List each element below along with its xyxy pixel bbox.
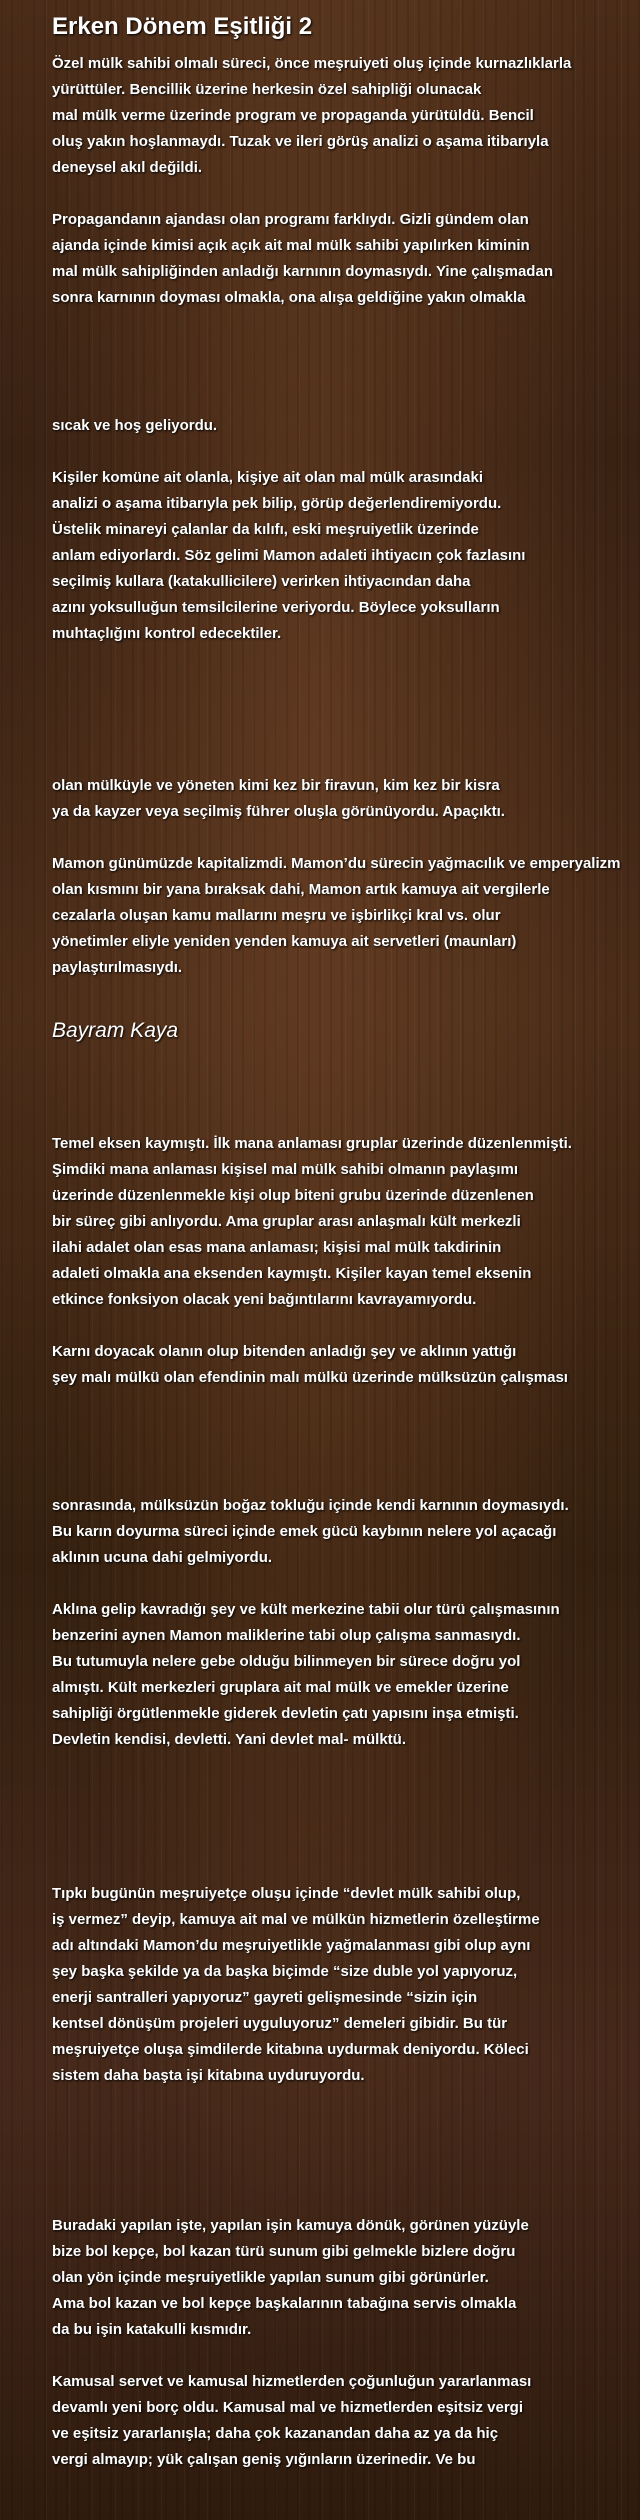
text-line: enerji santralleri yapıyoruz” gayreti gelişmesinde “sizin için	[52, 1989, 478, 2006]
text-line: bize bol kepçe, bol kazan türü sunum gibi gelmekle bizlere doğru	[52, 2243, 516, 2260]
text-line: devamlı yeni borç oldu. Kamusal mal ve hizmetlerden eşitsiz vergi	[52, 2399, 523, 2416]
author-name: Bayram Kaya	[52, 1019, 179, 1042]
text-line: Ama bol kazan ve bol kepçe başkalarının tabağına servis olmakla	[52, 2295, 517, 2312]
text-line: da bu işin katakulli kısmıdır.	[52, 2321, 252, 2338]
text-line: yönetimler eliyle yeniden yenden kamuya ait servetleri (maunları)	[52, 933, 517, 950]
text-line: iş vermez” deyip, kamuya ait mal ve mülkün hizmetlerin özelleştirme	[52, 1911, 540, 1928]
text-line: olan yön içinde meşruiyetlikle yapılan sunum gibi görünürler.	[52, 2269, 489, 2286]
text-line: sonrasında, mülksüzün boğaz tokluğu içinde kendi karnının doymasıydı.	[52, 1497, 569, 1514]
text-line: sonra karnının doyması olmakla, ona alışa geldiğine yakın olmakla	[52, 289, 526, 306]
page-title: Erken Dönem Eşitliği 2	[52, 13, 313, 40]
text-line: mal mülk sahipliğinden anladığı karnının doymasıydı. Yine çalışmadan	[52, 263, 553, 280]
text-line: olan mülküyle ve yöneten kimi kez bir firavun, kim kez bir kisra	[52, 777, 500, 794]
text-line: mal mülk verme üzerinde program ve propaganda yürütüldü. Bencil	[52, 107, 534, 124]
text-line: Mamon günümüzde kapitalizmdi. Mamon’du sürecin yağmacılık ve emperyalizm	[52, 855, 621, 872]
text-line: Kamusal servet ve kamusal hizmetlerden çoğunluğun yararlanması	[52, 2373, 532, 2390]
text-line: şey malı mülkü olan efendinin malı mülkü üzerinde mülksüzün çalışması	[52, 1369, 568, 1386]
text-line: benzerini aynen Mamon maliklerine tabi olup çalışma sanmasıydı.	[52, 1627, 521, 1644]
text-line: ilahi adalet olan esas mana anlaması; kişisi mal mülk takdirinin	[52, 1239, 502, 1256]
text-line: ve eşitsiz yararlanışla; daha çok kazanandan daha az ya da hiç	[52, 2425, 499, 2442]
text-line: seçilmiş kullara (katakullicilere) verirken ihtiyacından daha	[52, 573, 471, 590]
text-line: Karnı doyacak olanın olup bitenden anladığı şey ve aklının yattığı	[52, 1343, 517, 1360]
text-line: Temel eksen kaymıştı. İlk mana anlaması gruplar üzerinde düzenlenmişti.	[52, 1135, 572, 1152]
text-line: cezalarla oluşan kamu mallarını meşru ve işbirlikçi kral vs. olur	[52, 907, 501, 924]
text-line: aklının ucuna dahi gelmiyordu.	[52, 1549, 273, 1566]
text-line: Üstelik minareyi çalanlar da kılıfı, eski meşruiyetlik üzerinde	[52, 521, 479, 538]
text-line: Özel mülk sahibi olmalı süreci, önce meşruiyeti oluş içinde kurnazlıklarla	[52, 55, 572, 72]
text-line: yürüttüler. Bencillik üzerine herkesin özel sahipliği olunacak	[52, 81, 482, 98]
text-line: almıştı. Kült merkezleri gruplara ait mal mülk ve emekler üzerine	[52, 1679, 509, 1696]
text-line: paylaştırılmasıydı.	[52, 959, 183, 976]
text-line: Propagandanın ajandası olan programı farklıydı. Gizli gündem olan	[52, 211, 529, 228]
text-line: oluş yakın hoşlanmaydı. Tuzak ve ileri görüş analizi o aşama itibarıyla	[52, 133, 549, 150]
text-line: etkince fonksiyon olacak yeni bağıntılarını kavrayamıyordu.	[52, 1291, 477, 1308]
text-line: sahipliği örgütlenmekle giderek devletin çatı yapısını inşa etmişti.	[52, 1705, 519, 1722]
text-line: meşruiyetçe oluşa şimdilerde kitabına uydurmak deniyordu. Köleci	[52, 2041, 529, 2058]
text-line: ya da kayzer veya seçilmiş führer oluşla görünüyordu. Apaçıktı.	[52, 803, 505, 820]
text-line: sistem daha başta işi kitabına uyduruyordu.	[52, 2067, 365, 2084]
text-line: bir süreç gibi anlıyordu. Ama gruplar arası anlaşmalı kült merkezli	[52, 1213, 521, 1230]
text-line: analizi o aşama itibarıyla pek bilip, görüp değerlendiremiyordu.	[52, 495, 502, 512]
text-line: anlam ediyorlardı. Söz gelimi Mamon adaleti ihtiyacın çok fazlasını	[52, 547, 526, 564]
text-line: deneysel akıl değildi.	[52, 159, 203, 176]
text-line: olan kısmını bir yana bıraksak dahi, Mamon artık kamuya ait vergilerle	[52, 881, 550, 898]
text-line: üzerinde düzenlenmekle kişi olup biteni grubu üzerinde düzenlenen	[52, 1187, 534, 1204]
text-line: Devletin kendisi, devletti. Yani devlet mal- mülktü.	[52, 1731, 407, 1748]
text-line: Kişiler komüne ait olanla, kişiye ait olan mal mülk arasındaki	[52, 469, 484, 486]
text-line: şey başka şekilde ya da başka biçimde “size duble yol yapıyoruz,	[52, 1963, 518, 1980]
text-line: adaleti olmakla ana eksenden kaymıştı. Kişiler kayan temel eksenin	[52, 1265, 532, 1282]
text-line: Buradaki yapılan işte, yapılan işin kamuya dönük, görünen yüzüyle	[52, 2217, 529, 2234]
text-line: ajanda içinde kimisi açık açık ait mal mülk sahibi yapılırken kiminin	[52, 237, 530, 254]
text-line: sıcak ve hoş geliyordu.	[52, 417, 218, 434]
text-line: azını yoksulluğun temsilcilerine veriyordu. Böylece yoksulların	[52, 599, 500, 616]
text-line: adı altındaki Mamon’du meşruiyetlikle yağmalanması gibi olup aynı	[52, 1937, 531, 1954]
text-line: Tıpkı bugünün meşruiyetçe oluşu içinde “devlet mülk sahibi olup,	[52, 1885, 521, 1902]
text-line: muhtaçlığını kontrol edecektiler.	[52, 625, 282, 642]
text-line: Şimdiki mana anlaması kişisel mal mülk sahibi olmanın paylaşımı	[52, 1161, 519, 1178]
text-line: Bu tutumuyla nelere gebe olduğu bilinmeyen bir sürece doğru yol	[52, 1653, 521, 1670]
text-line: Bu karın doyurma süreci içinde emek gücü kaybının nelere yol açacağı	[52, 1523, 557, 1540]
text-line: Aklına gelip kavradığı şey ve kült merkezine tabii olur türü çalışmasının	[52, 1601, 560, 1618]
text-line: kentsel dönüşüm projeleri uyguluyoruz” demeleri gibidir. Bu tür	[52, 2015, 508, 2032]
text-line: vergi almayıp; yük çalışan geniş yığınların üzerinedir. Ve bu	[52, 2451, 476, 2468]
